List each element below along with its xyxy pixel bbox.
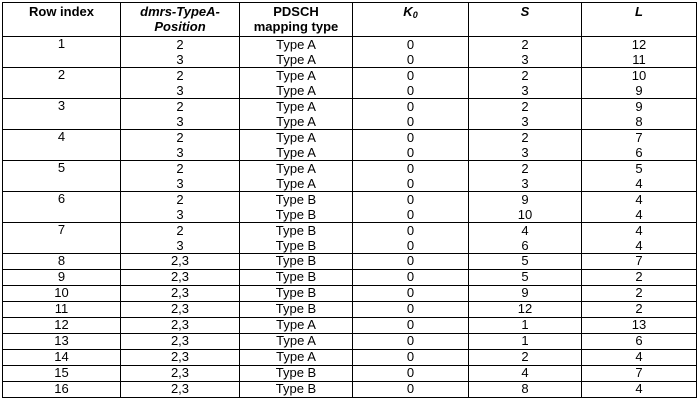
mapping-type-cell: Type B (240, 223, 353, 239)
table-row (3, 350, 697, 366)
row-index-cell: 7 (3, 223, 121, 254)
dmrs-position-cell: 2 (121, 161, 240, 177)
s-cell: 5 (469, 270, 582, 286)
header-pdsch-mapping-type: PDSCH mapping type (240, 3, 353, 37)
l-cell: 4 (582, 207, 697, 223)
l-cell: 4 (582, 238, 697, 254)
l-cell: 7 (582, 366, 697, 382)
k0-cell: 0 (353, 350, 469, 366)
mapping-type-cell: Type B (240, 286, 353, 302)
dmrs-position-cell: 3 (121, 207, 240, 223)
l-cell: 9 (582, 83, 697, 99)
k0-cell: 0 (353, 238, 469, 254)
l-cell: 11 (582, 52, 697, 68)
dmrs-position-cell: 2,3 (121, 382, 240, 398)
s-cell: 4 (469, 366, 582, 382)
row-index-cell: 4 (3, 130, 121, 161)
s-cell: 3 (469, 176, 582, 192)
s-cell: 12 (469, 302, 582, 318)
k0-cell: 0 (353, 83, 469, 99)
k0-cell: 0 (353, 334, 469, 350)
row-index-cell: 5 (3, 161, 121, 192)
k0-cell: 0 (353, 286, 469, 302)
k0-cell: 0 (353, 254, 469, 270)
table-row (3, 68, 697, 84)
row-index-cell: 12 (3, 318, 121, 334)
mapping-type-cell: Type B (240, 382, 353, 398)
s-cell: 1 (469, 334, 582, 350)
dmrs-position-cell: 2 (121, 37, 240, 53)
dmrs-position-cell: 3 (121, 52, 240, 68)
mapping-type-cell: Type B (240, 207, 353, 223)
s-cell: 2 (469, 99, 582, 115)
l-cell: 4 (582, 350, 697, 366)
mapping-type-cell: Type B (240, 366, 353, 382)
dmrs-position-cell: 3 (121, 145, 240, 161)
k0-cell: 0 (353, 223, 469, 239)
row-index-cell: 11 (3, 302, 121, 318)
k0-cell: 0 (353, 68, 469, 84)
k0-cell: 0 (353, 37, 469, 53)
row-index-cell: 8 (3, 254, 121, 270)
k0-cell: 0 (353, 145, 469, 161)
table-row (3, 130, 697, 146)
time-domain-allocation-table (2, 2, 697, 398)
dmrs-position-cell: 2 (121, 68, 240, 84)
dmrs-position-cell: 2,3 (121, 286, 240, 302)
s-cell: 4 (469, 223, 582, 239)
dmrs-position-cell: 2,3 (121, 350, 240, 366)
table-row (3, 318, 697, 334)
mapping-type-cell: Type A (240, 37, 353, 53)
header-k0: $K_0$ (353, 3, 469, 37)
table-row (3, 286, 697, 302)
l-cell: 2 (582, 286, 697, 302)
mapping-type-cell: Type A (240, 161, 353, 177)
s-cell: 10 (469, 207, 582, 223)
s-cell: 2 (469, 161, 582, 177)
l-cell: 2 (582, 270, 697, 286)
l-cell: 13 (582, 318, 697, 334)
mapping-type-cell: Type A (240, 334, 353, 350)
mapping-type-cell: Type A (240, 145, 353, 161)
s-cell: 6 (469, 238, 582, 254)
table-row (3, 334, 697, 350)
mapping-type-cell: Type A (240, 350, 353, 366)
mapping-type-cell: Type A (240, 318, 353, 334)
mapping-type-cell: Type A (240, 68, 353, 84)
mapping-type-cell: Type A (240, 83, 353, 99)
table-row (3, 254, 697, 270)
dmrs-position-cell: 2,3 (121, 366, 240, 382)
s-cell: 5 (469, 254, 582, 270)
header-l: L (582, 3, 697, 37)
l-cell: 9 (582, 99, 697, 115)
s-cell: 2 (469, 68, 582, 84)
k0-cell: 0 (353, 114, 469, 130)
l-cell: 6 (582, 145, 697, 161)
s-cell: 9 (469, 286, 582, 302)
dmrs-position-cell: 2 (121, 223, 240, 239)
s-cell: 9 (469, 192, 582, 208)
header-row-index: Row index (3, 3, 121, 37)
dmrs-position-cell: 2,3 (121, 270, 240, 286)
mapping-type-cell: Type A (240, 99, 353, 115)
table-row (3, 302, 697, 318)
k0-cell: 0 (353, 176, 469, 192)
s-cell: 3 (469, 52, 582, 68)
mapping-type-cell: Type B (240, 192, 353, 208)
l-cell: 4 (582, 176, 697, 192)
s-cell: 3 (469, 83, 582, 99)
k0-cell: 0 (353, 270, 469, 286)
dmrs-position-cell: 2,3 (121, 334, 240, 350)
l-cell: 6 (582, 334, 697, 350)
k0-cell: 0 (353, 52, 469, 68)
k0-cell: 0 (353, 366, 469, 382)
row-index-cell: 3 (3, 99, 121, 130)
table-row (3, 270, 697, 286)
row-index-cell: 14 (3, 350, 121, 366)
k0-cell: 0 (353, 192, 469, 208)
mapping-type-cell: Type B (240, 254, 353, 270)
mapping-type-cell: Type B (240, 270, 353, 286)
s-cell: 2 (469, 350, 582, 366)
row-index-cell: 10 (3, 286, 121, 302)
s-cell: 3 (469, 145, 582, 161)
k0-cell: 0 (353, 318, 469, 334)
row-index-cell: 2 (3, 68, 121, 99)
dmrs-position-cell: 2,3 (121, 254, 240, 270)
row-index-cell: 13 (3, 334, 121, 350)
table-row (3, 382, 697, 398)
k0-cell: 0 (353, 302, 469, 318)
l-cell: 2 (582, 302, 697, 318)
table-row (3, 192, 697, 208)
table-row (3, 37, 697, 53)
l-cell: 7 (582, 130, 697, 146)
header-s: S (469, 3, 582, 37)
row-index-cell: 1 (3, 37, 121, 68)
k0-cell: 0 (353, 99, 469, 115)
mapping-type-cell: Type A (240, 52, 353, 68)
dmrs-position-cell: 3 (121, 83, 240, 99)
dmrs-position-cell: 3 (121, 176, 240, 192)
dmrs-position-cell: 2 (121, 192, 240, 208)
mapping-type-cell: Type A (240, 130, 353, 146)
l-cell: 7 (582, 254, 697, 270)
row-index-cell: 9 (3, 270, 121, 286)
table-row (3, 223, 697, 239)
table-row (3, 99, 697, 115)
l-cell: 4 (582, 223, 697, 239)
s-cell: 1 (469, 318, 582, 334)
mapping-type-cell: Type A (240, 114, 353, 130)
dmrs-position-cell: 2,3 (121, 302, 240, 318)
mapping-type-cell: Type B (240, 238, 353, 254)
mapping-type-cell: Type A (240, 176, 353, 192)
row-index-cell: 15 (3, 366, 121, 382)
s-cell: 2 (469, 130, 582, 146)
l-cell: 10 (582, 68, 697, 84)
l-cell: 4 (582, 382, 697, 398)
s-cell: 8 (469, 382, 582, 398)
k0-cell: 0 (353, 130, 469, 146)
dmrs-position-cell: 2 (121, 130, 240, 146)
l-cell: 12 (582, 37, 697, 53)
s-cell: 3 (469, 114, 582, 130)
dmrs-position-cell: 2 (121, 99, 240, 115)
l-cell: 8 (582, 114, 697, 130)
l-cell: 4 (582, 192, 697, 208)
table-row (3, 366, 697, 382)
header-dmrs-typea-position: dmrs-TypeA- Position (121, 3, 240, 37)
dmrs-position-cell: 3 (121, 238, 240, 254)
k0-cell: 0 (353, 382, 469, 398)
row-index-cell: 16 (3, 382, 121, 398)
k0-cell: 0 (353, 207, 469, 223)
dmrs-position-cell: 3 (121, 114, 240, 130)
s-cell: 2 (469, 37, 582, 53)
table-row (3, 161, 697, 177)
l-cell: 5 (582, 161, 697, 177)
header-row (3, 3, 697, 37)
k0-cell: 0 (353, 161, 469, 177)
dmrs-position-cell: 2,3 (121, 318, 240, 334)
mapping-type-cell: Type B (240, 302, 353, 318)
row-index-cell: 6 (3, 192, 121, 223)
